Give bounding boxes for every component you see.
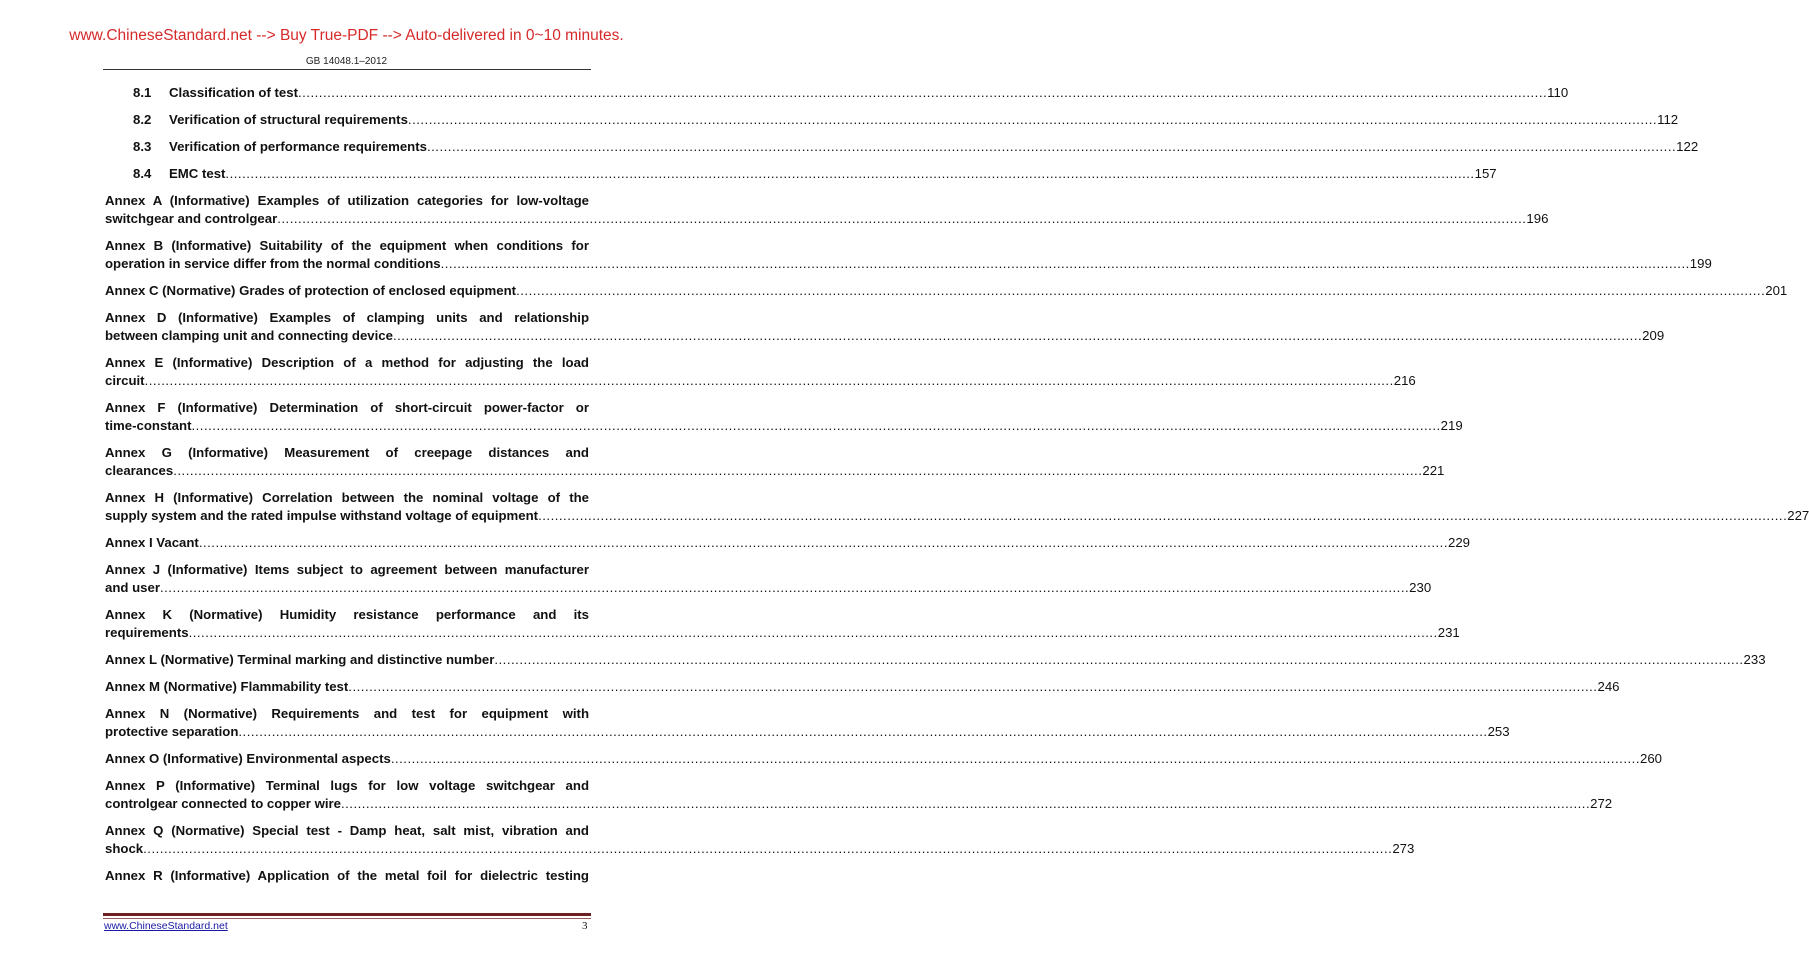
- toc-entry-title: protective separation: [105, 724, 239, 739]
- toc-entry-title: switchgear and controlgear: [105, 211, 278, 226]
- promo-banner[interactable]: www.ChineseStandard.net --> Buy True-PDF --> Auto-delivered in 0~10 minutes.: [69, 27, 624, 44]
- toc-entry-title: clearances: [105, 463, 174, 478]
- toc-entry-page: 157: [1474, 166, 1497, 181]
- toc-entry[interactable]: [105, 282, 1788, 300]
- toc-entry-page: 246: [1597, 679, 1620, 694]
- toc-entry-page: 209: [1642, 328, 1665, 343]
- dot-leader: ............................................................................................................................................................................................................................................................................................................: [407, 112, 1658, 127]
- dot-leader: ............................................................................................................................................................................................................................................................................................................: [225, 166, 1475, 181]
- dot-leader: ............................................................................................................................................................................................................................................................................................................: [348, 679, 1598, 694]
- toc-entry-page: 219: [1440, 418, 1463, 433]
- dot-leader: ............................................................................................................................................................................................................................................................................................................: [173, 463, 1423, 478]
- toc-entry-title: Annex I Vacant: [105, 535, 199, 550]
- toc-entry-title: Annex B (Informative) Suitability of the equipment when conditions for: [105, 238, 589, 253]
- toc-entry-page: 221: [1422, 463, 1445, 478]
- toc-entry-title: shock: [105, 841, 144, 856]
- toc-entry[interactable]: [105, 489, 1809, 525]
- toc-entry-title: Verification of performance requirements: [169, 139, 427, 154]
- toc-entry-page: 230: [1409, 580, 1432, 595]
- dot-leader: ............................................................................................................................................................................................................................................................................................................: [440, 256, 1690, 271]
- toc-entry-title: Annex M (Normative) Flammability test: [105, 679, 349, 694]
- dot-leader: ............................................................................................................................................................................................................................................................................................................: [297, 85, 1548, 100]
- toc-entry-title: Annex Q (Normative) Special test - Damp heat, salt mist, vibration and: [105, 823, 589, 838]
- toc-entry[interactable]: [105, 165, 1497, 183]
- dot-leader: ............................................................................................................................................................................................................................................................................................................: [277, 211, 1527, 226]
- dot-leader: ............................................................................................................................................................................................................................................................................................................: [191, 418, 1441, 433]
- toc-entry-title: circuit: [105, 373, 145, 388]
- toc-entry-page: 260: [1640, 751, 1663, 766]
- toc-entry[interactable]: [105, 561, 1432, 597]
- toc-entry-title: Classification of test: [169, 85, 298, 100]
- toc-entry[interactable]: [105, 399, 1463, 435]
- toc-entry-page: 196: [1526, 211, 1549, 226]
- toc-entry-title: controlgear connected to copper wire: [105, 796, 341, 811]
- toc-entry-title: between clamping unit and connecting device: [105, 328, 393, 343]
- dot-leader: ............................................................................................................................................................................................................................................................................................................: [238, 724, 1488, 739]
- toc-entry-title: Annex N (Normative) Requirements and test for equipment with: [105, 706, 589, 721]
- toc-entry-title: Annex J (Informative) Items subject to agreement between manufacturer: [105, 562, 589, 577]
- dot-leader: ............................................................................................................................................................................................................................................................................................................: [494, 652, 1744, 667]
- toc-entry[interactable]: [105, 678, 1620, 696]
- dot-leader: ............................................................................................................................................................................................................................................................................................................: [392, 328, 1643, 343]
- toc-entry-page: 227: [1787, 508, 1809, 523]
- toc-entry[interactable]: [105, 750, 1663, 768]
- toc-entry[interactable]: [105, 606, 1460, 642]
- toc-entry-title: Annex H (Informative) Correlation between the nominal voltage of the: [105, 490, 589, 505]
- toc-entry-page: 253: [1487, 724, 1510, 739]
- toc-entry-number: 8.1: [133, 85, 152, 100]
- footer-rule-thin: [103, 918, 591, 919]
- toc-entry-title: Annex R (Informative) Application of the metal foil for dielectric testing: [105, 868, 589, 883]
- dot-leader: ............................................................................................................................................................................................................................................................................................................: [144, 373, 1394, 388]
- toc-entry[interactable]: [105, 309, 1665, 345]
- toc-entry-title: Verification of structural requirements: [169, 112, 408, 127]
- toc-entry-title: EMC test: [169, 166, 226, 181]
- dot-leader: ............................................................................................................................................................................................................................................................................................................: [516, 283, 1766, 298]
- toc-entry[interactable]: [105, 822, 1415, 858]
- toc-entry-page: 229: [1448, 535, 1471, 550]
- dot-leader: ............................................................................................................................................................................................................................................................................................................: [390, 751, 1640, 766]
- toc-entry-title: and user: [105, 580, 160, 595]
- toc-entry-title: Annex C (Normative) Grades of protection of enclosed equipment: [105, 283, 517, 298]
- toc-entry-page: 201: [1765, 283, 1788, 298]
- footer-rule: [103, 913, 591, 916]
- toc-entry-title: Annex L (Normative) Terminal marking and distinctive number: [105, 652, 495, 667]
- toc-entry[interactable]: [105, 138, 1699, 156]
- toc-entry-page: 273: [1392, 841, 1415, 856]
- toc-entry[interactable]: [105, 444, 1445, 480]
- toc-entry[interactable]: [105, 111, 1679, 129]
- dot-leader: ............................................................................................................................................................................................................................................................................................................: [538, 508, 1788, 523]
- toc-entry-title: Annex D (Informative) Examples of clamping units and relationship: [105, 310, 589, 325]
- toc-entry[interactable]: [105, 354, 1416, 390]
- toc-entry-title: Annex A (Informative) Examples of utilization categories for low-voltage: [105, 193, 589, 208]
- dot-leader: ............................................................................................................................................................................................................................................................................................................: [188, 625, 1438, 640]
- toc-entry-title: supply system and the rated impulse withstand voltage of equipment: [105, 508, 539, 523]
- toc-entry-page: 272: [1590, 796, 1613, 811]
- toc-entry-title: time-constant: [105, 418, 192, 433]
- toc-entry-page: 122: [1676, 139, 1699, 154]
- toc-entry-title: Annex E (Informative) Description of a method for adjusting the load: [105, 355, 589, 370]
- dot-leader: ............................................................................................................................................................................................................................................................................................................: [340, 796, 1591, 811]
- toc-entry-title: requirements: [105, 625, 189, 640]
- toc-entry[interactable]: [105, 705, 1510, 741]
- toc-entry-number: 8.3: [133, 139, 152, 154]
- dot-leader: ............................................................................................................................................................................................................................................................................................................: [143, 841, 1393, 856]
- toc-entry-page: 231: [1437, 625, 1460, 640]
- toc-entry-title: Annex F (Informative) Determination of short-circuit power-factor or: [105, 400, 589, 415]
- toc-entry-page: 216: [1393, 373, 1416, 388]
- toc-entry-title: Annex K (Normative) Humidity resistance performance and its: [105, 607, 589, 622]
- toc-entry-title: Annex O (Informative) Environmental aspects: [105, 751, 391, 766]
- toc-entry-title: operation in service differ from the normal conditions: [105, 256, 441, 271]
- toc-entry[interactable]: [105, 777, 1613, 813]
- toc-entry-page: 110: [1547, 85, 1569, 100]
- toc-entry[interactable]: [105, 651, 1766, 669]
- toc-entry-page: 112: [1657, 112, 1679, 127]
- document-code-header: GB 14048.1–2012: [305, 56, 388, 67]
- toc-entry-title: Annex P (Informative) Terminal lugs for low voltage switchgear and: [105, 778, 589, 793]
- table-of-contents: [105, 84, 1809, 894]
- toc-entry[interactable]: [105, 534, 1471, 552]
- footer-website-link[interactable]: www.ChineseStandard.net: [104, 920, 228, 932]
- toc-entry[interactable]: [105, 84, 1569, 102]
- toc-entry[interactable]: [105, 237, 1712, 273]
- toc-entry-number: 8.4: [133, 166, 152, 181]
- dot-leader: ............................................................................................................................................................................................................................................................................................................: [198, 535, 1448, 550]
- toc-entry-number: 8.2: [133, 112, 152, 127]
- header-rule: [103, 69, 591, 70]
- dot-leader: ............................................................................................................................................................................................................................................................................................................: [426, 139, 1677, 154]
- toc-entry[interactable]: [105, 867, 589, 885]
- toc-entry-page: 199: [1689, 256, 1712, 271]
- toc-entry[interactable]: [105, 192, 1549, 228]
- page-number: 3: [582, 920, 588, 932]
- toc-entry-page: 233: [1743, 652, 1766, 667]
- toc-entry-title: Annex G (Informative) Measurement of creepage distances and: [105, 445, 589, 460]
- dot-leader: ............................................................................................................................................................................................................................................................................................................: [159, 580, 1410, 595]
